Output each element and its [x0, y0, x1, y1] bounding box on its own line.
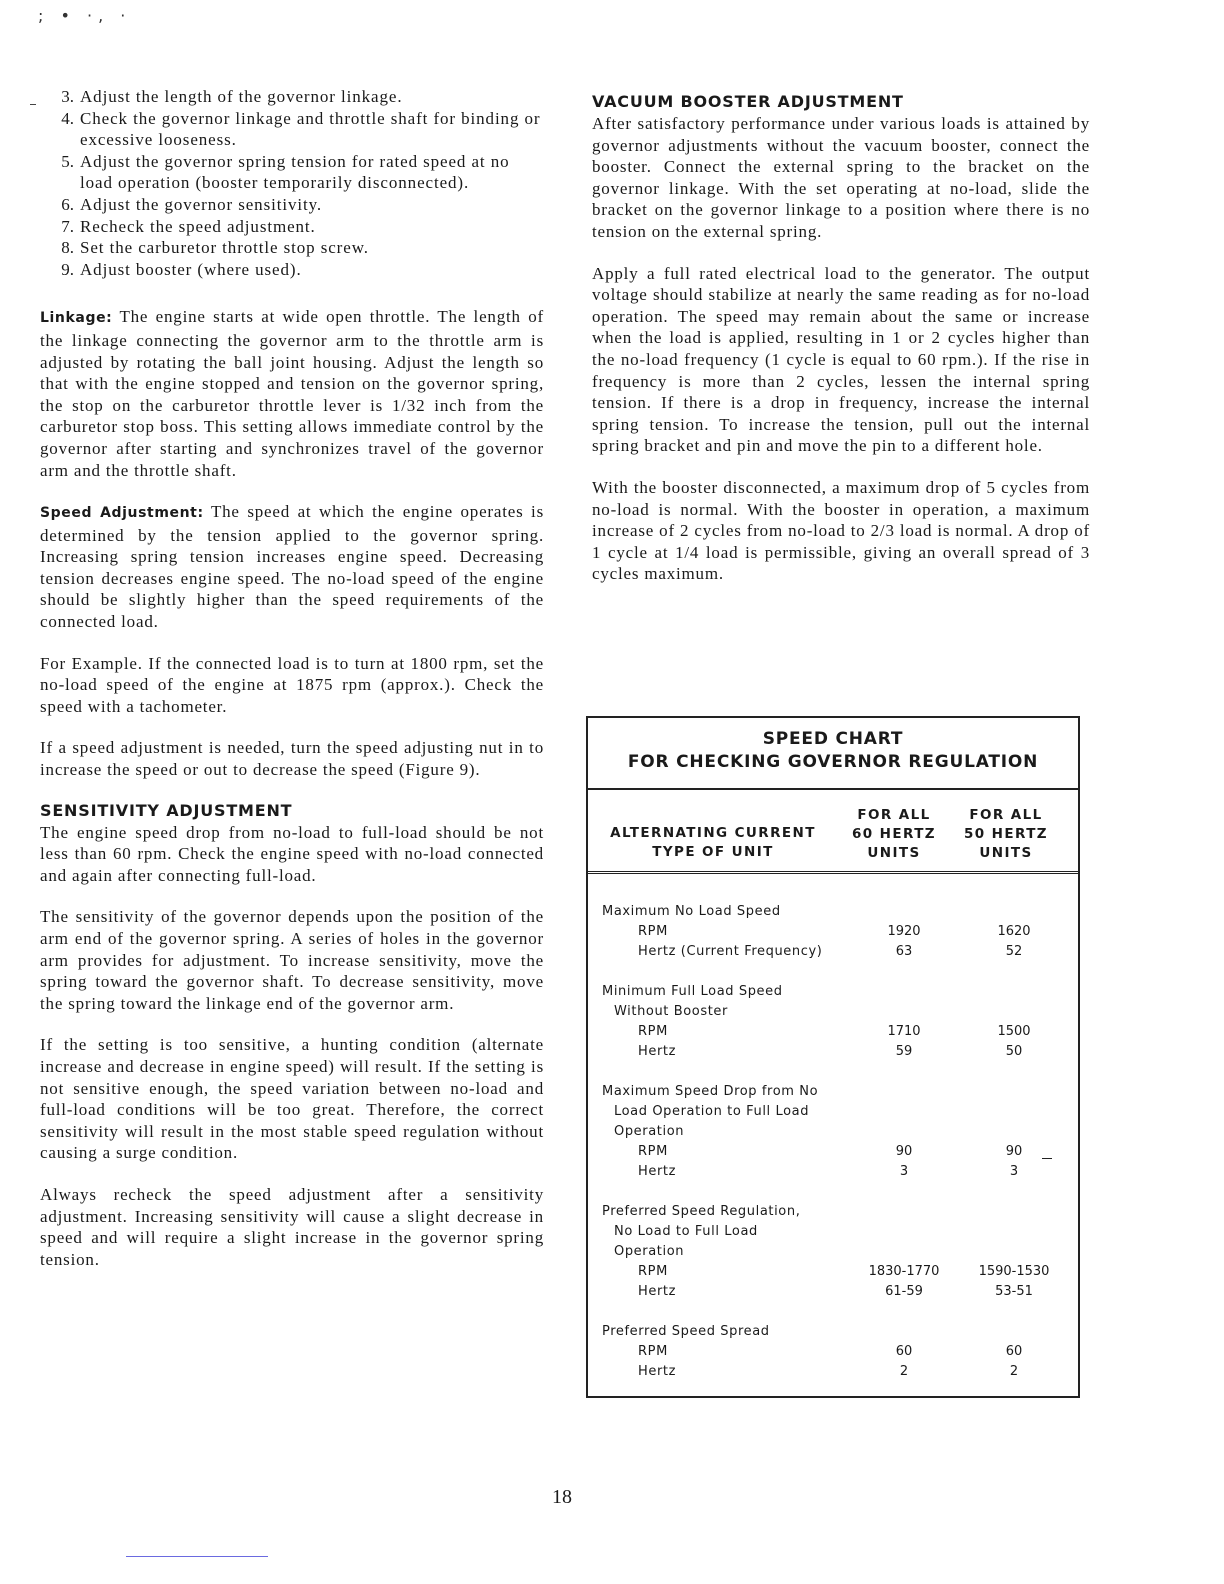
group-title-row [588, 1122, 1078, 1142]
list-item [40, 86, 544, 108]
footnote-rule [126, 1556, 268, 1557]
row-label: Hertz [638, 1364, 677, 1379]
step-number: 4. [61, 108, 74, 128]
row-label: RPM [638, 924, 668, 939]
step-number: 8. [61, 238, 74, 258]
list-item [40, 237, 544, 259]
value-50hz: 3 [1009, 1164, 1019, 1179]
header-60-hertz [838, 806, 950, 871]
value-50hz: 1590-1530 [978, 1264, 1050, 1279]
step-text: Adjust the governor sensitivity. [80, 194, 323, 214]
group-title-row [588, 1202, 1078, 1222]
value-50hz: 60 [1005, 1344, 1023, 1359]
step-number: 9. [61, 259, 74, 279]
value-60hz: 63 [895, 944, 913, 959]
list-item [40, 151, 544, 194]
step-number: 7. [61, 216, 74, 236]
group-title: No Load to Full Load [614, 1224, 758, 1239]
row-label: Hertz (Current Frequency) [638, 944, 823, 959]
value-60hz: 3 [899, 1164, 909, 1179]
group-title-row [588, 902, 1078, 922]
row-label: Hertz [638, 1284, 677, 1299]
linkage-text: The engine starts at wide open throttle. The length of the linkage connecting the governor arm to the throttle arm is adjusted by rotating the ball joint housing. Adjust the length so that with the engine stopped and tension on the governor spring, the stop on the carburetor throttle lever is 1/32 inch from the carburetor stop boss. This setting allows immediate control by the governor after starting and synchronizes travel of the governor arm and the throttle shaft. [40, 307, 544, 480]
value-50hz: 90 [1005, 1144, 1023, 1159]
adjustment-steps-list [40, 86, 544, 280]
list-item [40, 194, 544, 216]
table-row [588, 922, 1078, 942]
group-title: Minimum Full Load Speed [602, 984, 783, 999]
row-label: RPM [638, 1144, 668, 1159]
header-text: FOR ALL [969, 807, 1043, 823]
speed-chart-body [588, 874, 1078, 1382]
value-50hz: 1620 [997, 924, 1031, 939]
group-title: Preferred Speed Regulation, [602, 1204, 801, 1219]
row-label: RPM [638, 1344, 668, 1359]
step-text: Set the carburetor throttle stop screw. [80, 238, 369, 258]
header-text: 60 HERTZ [852, 826, 936, 842]
chart-group [588, 1082, 1078, 1182]
header-text: UNITS [867, 845, 921, 861]
header-text: TYPE OF UNIT [652, 844, 774, 860]
adjusting-nut-paragraph: If a speed adjustment is needed, turn the speed adjusting nut in to increase the speed or out to decrease the speed (Figure 9). [40, 738, 544, 780]
chart-group [588, 902, 1078, 962]
step-number: 6. [61, 194, 74, 214]
value-50hz: 2 [1009, 1364, 1019, 1379]
value-50hz: 53-51 [995, 1284, 1033, 1299]
header-text: UNITS [979, 845, 1033, 861]
chart-group [588, 1202, 1078, 1302]
table-row [588, 1142, 1078, 1162]
group-title-row [588, 982, 1078, 1002]
value-50hz: 50 [1005, 1044, 1023, 1059]
left-column [40, 86, 544, 1290]
speed-chart-title-line: SPEED CHART [762, 729, 904, 749]
table-row [588, 1362, 1078, 1382]
sensitivity-paragraph: If the setting is too sensitive, a hunting condition (alternate increase and decrease in engine speed) will result. If the setting is not sensitive enough, the speed variation between no-load and full-load conditions will be too great. Therefore, the correct sensitivity will result in the most stable speed regulation without causing a surge condition. [40, 1035, 544, 1163]
group-title: Preferred Speed Spread [602, 1324, 770, 1339]
sensitivity-paragraph: The sensitivity of the governor depends upon the position of the arm end of the governor spring. A series of holes in the governor arm provides for adjustment. To increase sensitivity, move the spring toward the governor shaft. To decrease sensitivity, move the spring toward the linkage end of the governor arm. [40, 907, 544, 1013]
value-60hz: 1830-1770 [868, 1264, 940, 1279]
row-label: Hertz [638, 1044, 677, 1059]
chart-group [588, 1322, 1078, 1382]
list-item [40, 108, 544, 151]
value-60hz: 90 [895, 1144, 913, 1159]
table-row [588, 1042, 1078, 1062]
row-label: Hertz [638, 1164, 677, 1179]
table-row [588, 1282, 1078, 1302]
vacuum-booster-heading: VACUUM BOOSTER ADJUSTMENT [592, 92, 904, 111]
speed-adjustment-text: The speed at which the engine operates is determined by the tension applied to the governor spring. Increasing spring tension increases engine speed. Decreasing tension decreases engine speed. The no-load speed of the engine should be slightly higher than the speed requirements of the connected load. [40, 502, 544, 632]
row-label: RPM [638, 1264, 668, 1279]
group-title-row [588, 1322, 1078, 1342]
value-50hz: 1500 [997, 1024, 1031, 1039]
step-text: Adjust the governor spring tension for rated speed at no load operation (booster temporarily disconnected). [80, 151, 510, 193]
step-number: 5. [61, 151, 74, 171]
speed-adjustment-heading: Speed Adjustment: [40, 505, 204, 522]
group-title: Maximum No Load Speed [602, 904, 781, 919]
group-title: Operation [614, 1124, 685, 1139]
group-title-row [588, 1102, 1078, 1122]
example-paragraph: For Example. If the connected load is to turn at 1800 rpm, set the no-load speed of the engine at 1875 rpm (approx.). Check the speed with a tachometer. [40, 653, 544, 716]
group-title: Without Booster [614, 1004, 728, 1019]
value-60hz: 61-59 [885, 1284, 923, 1299]
header-50-hertz [950, 806, 1062, 871]
table-row [588, 942, 1078, 962]
group-title: Maximum Speed Drop from No [602, 1084, 819, 1099]
group-title: Load Operation to Full Load [614, 1104, 810, 1119]
scan-corner-marks: ; • ·, · [38, 6, 132, 25]
step-number: 3. [61, 87, 74, 106]
table-row [588, 1262, 1078, 1282]
sensitivity-heading: SENSITIVITY ADJUSTMENT [40, 800, 293, 820]
table-row [588, 1022, 1078, 1042]
group-title-row [588, 1082, 1078, 1102]
table-row [588, 1342, 1078, 1362]
group-title-row [588, 1222, 1078, 1242]
stray-dash-mark [1042, 1158, 1052, 1159]
right-column [592, 92, 1090, 605]
page-number: 18 [552, 1486, 572, 1508]
group-title: Operation [614, 1244, 685, 1259]
value-60hz: 1710 [887, 1024, 921, 1039]
row-label: RPM [638, 1024, 668, 1039]
value-60hz: 2 [899, 1364, 909, 1379]
step-text: Recheck the speed adjustment. [80, 216, 316, 236]
value-50hz: 52 [1005, 944, 1023, 959]
speed-chart-subtitle-line: FOR CHECKING GOVERNOR REGULATION [627, 752, 1039, 772]
speed-adjustment-paragraph [40, 501, 544, 633]
list-item [40, 216, 544, 238]
sensitivity-paragraph: The engine speed drop from no-load to full-load should be not less than 60 rpm. Check the engine speed with no-load connected and again after connecting full-load. [40, 822, 544, 885]
list-item [40, 259, 544, 281]
chart-group [588, 982, 1078, 1062]
group-title-row [588, 1242, 1078, 1262]
scan-tick-mark [30, 104, 36, 105]
header-text: 50 HERTZ [964, 826, 1048, 842]
sensitivity-paragraph: Always recheck the speed adjustment after a sensitivity adjustment. Increasing sensitivity will cause a slight decrease in speed and will require a slight increase in the governor spring tension. [40, 1184, 544, 1269]
speed-chart-header-row [588, 790, 1078, 874]
step-text: Check the governor linkage and throttle shaft for binding or excessive looseness. [80, 108, 541, 150]
vacuum-paragraph: With the booster disconnected, a maximum drop of 5 cycles from no-load is normal. With the booster in operation, a maximum increase of 2 cycles from no-load to 2/3 load is normal. A drop of 1 cycle at 1/4 load is permissible, giving an overall spread of 3 cycles maximum. [592, 477, 1090, 584]
vacuum-paragraph: Apply a full rated electrical load to the generator. The output voltage should stabilize at nearly the same reading as for no-load operation. The speed may remain about the same or increase when the load is applied, resulting in 1 or 2 cycles higher than the no-load frequency (1 cycle is equal to 60 rpm.). If the rise in frequency is more than 2 cycles, lessen the internal spring tension. If there is a drop in frequency, increase the internal spring tension. To increase the tension, pull out the internal spring bracket and pin and move the pin to a different hole. [592, 263, 1090, 456]
table-row [588, 1162, 1078, 1182]
value-60hz: 1920 [887, 924, 921, 939]
value-60hz: 60 [895, 1344, 913, 1359]
header-unit-type [588, 806, 838, 871]
step-text: Adjust the length of the governor linkage. [80, 87, 403, 106]
vacuum-paragraph: After satisfactory performance under various loads is attained by governor adjustments without the vacuum booster, connect the booster. Connect the external spring to the bracket on the governor linkage. With the set operating at no-load, slide the bracket on the governor linkage to a position where there is no tension on the external spring. [592, 114, 1090, 241]
speed-chart-table [586, 716, 1080, 1398]
group-title-row [588, 1002, 1078, 1022]
linkage-paragraph [40, 306, 544, 481]
header-text: FOR ALL [857, 807, 931, 823]
header-text: ALTERNATING CURRENT [610, 825, 816, 841]
linkage-heading: Linkage: [40, 310, 113, 327]
step-text: Adjust booster (where used). [80, 259, 302, 279]
speed-chart-title [588, 718, 1078, 790]
value-60hz: 59 [895, 1044, 913, 1059]
